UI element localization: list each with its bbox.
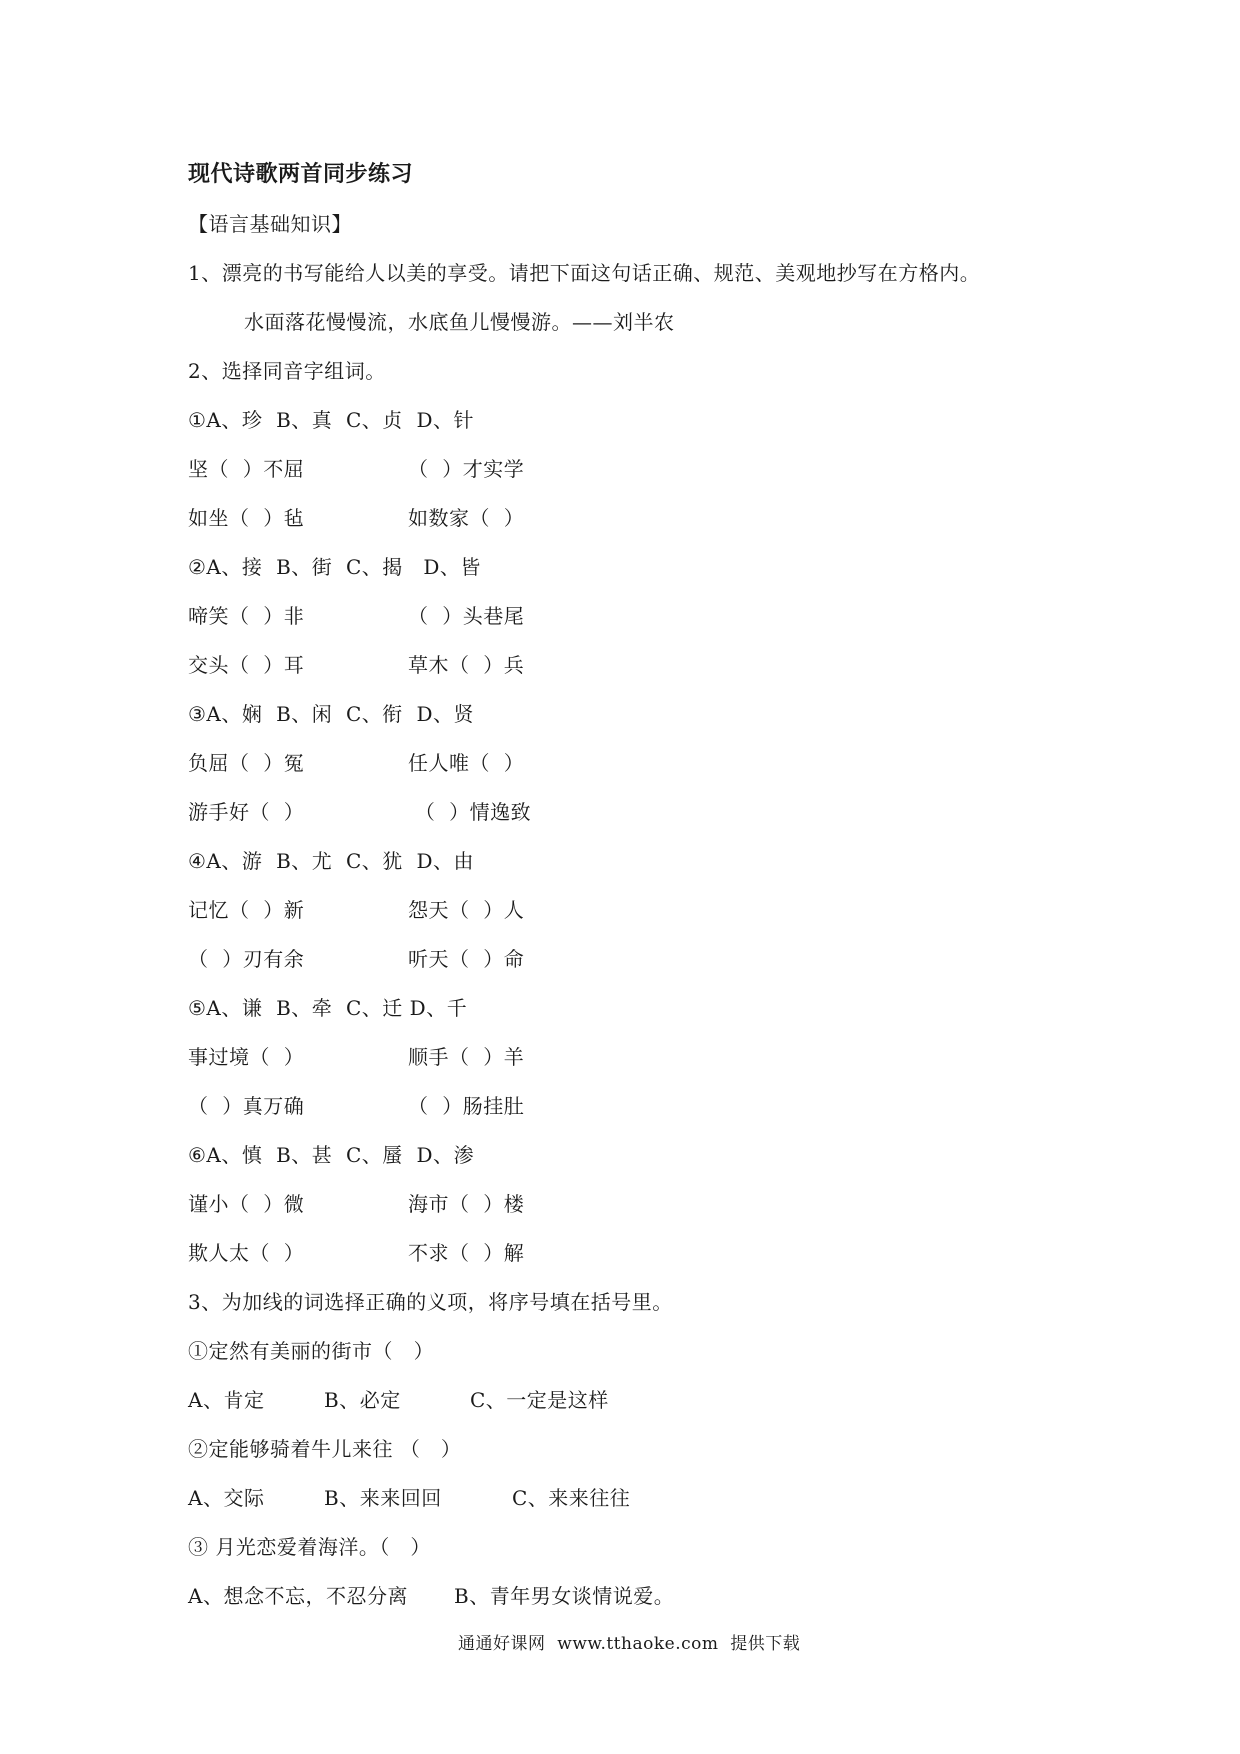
option-line: ④A、游 B、尤 C、犹 D、由: [188, 849, 475, 873]
blank-item: 听天（ ）命: [408, 947, 525, 971]
page-footer: 通通好课网 www.tthaoke.com 提供下载: [458, 1634, 801, 1654]
choice-c: C、一定是这样: [470, 1388, 609, 1412]
option-line: ③A、娴 B、闲 C、衔 D、贤: [188, 702, 475, 726]
option-line: ①A、珍 B、真 C、贞 D、针: [188, 408, 475, 432]
blank-item: 交头（ ）耳: [188, 653, 305, 677]
blank-item: （ ）真万确: [188, 1094, 305, 1118]
section-heading: 【语言基础知识】: [188, 212, 352, 236]
blank-item: 如数家（ ）: [408, 506, 525, 530]
blank-item: 如坐（ ）毡: [188, 506, 305, 530]
page-title: 现代诗歌两首同步练习: [188, 161, 414, 187]
blank-item: （ ）刃有余: [188, 947, 305, 971]
blank-item: 顺手（ ）羊: [408, 1045, 525, 1069]
blank-item: （ ）才实学: [408, 457, 525, 481]
blank-item: 游手好（ ）: [188, 800, 305, 824]
option-line: ②A、接 B、街 C、揭 D、皆: [188, 555, 481, 579]
question-3-item-1: ①定然有美丽的街市（ ）: [188, 1339, 435, 1363]
option-line: ⑥A、慎 B、甚 C、蜃 D、渗: [188, 1143, 475, 1167]
choice-c: C、来来往往: [512, 1486, 631, 1510]
question-3: 3、为加线的词选择正确的义项，将序号填在括号里。: [188, 1290, 673, 1314]
blank-item: 欺人太（ ）: [188, 1241, 305, 1265]
blank-item: 坚（ ）不屈: [188, 457, 305, 481]
choice-b: B、来来回回: [324, 1486, 442, 1510]
blank-item: 记忆（ ）新: [188, 898, 305, 922]
choice-b: B、必定: [324, 1388, 401, 1412]
question-3-item-3: ③ 月光恋爱着海洋。（ ）: [188, 1535, 431, 1559]
blank-item: 怨天（ ）人: [408, 898, 525, 922]
question-1-quote: 水面落花慢慢流，水底鱼儿慢慢游。——刘半农: [244, 310, 675, 334]
blank-item: 事过境（ ）: [188, 1045, 305, 1069]
option-line: ⑤A、谦 B、牵 C、迁 D、千: [188, 996, 468, 1020]
blank-item: 任人唯（ ）: [408, 751, 525, 775]
choice-a: A、交际: [188, 1486, 265, 1510]
choice-b: B、青年男女谈情说爱。: [454, 1584, 675, 1608]
choice-a: A、想念不忘，不忍分离: [188, 1584, 408, 1608]
blank-item: 草木（ ）兵: [408, 653, 525, 677]
blank-item: （ ）头巷尾: [408, 604, 525, 628]
question-3-item-2: ②定能够骑着牛儿来往 （ ）: [188, 1437, 462, 1461]
question-2: 2、选择同音字组词。: [188, 359, 386, 383]
blank-item: 谨小（ ）微: [188, 1192, 305, 1216]
blank-item: 负屈（ ）冤: [188, 751, 305, 775]
blank-item: 啼笑（ ）非: [188, 604, 305, 628]
blank-item: 不求（ ）解: [408, 1241, 525, 1265]
choice-a: A、肯定: [188, 1388, 265, 1412]
blank-item: 海市（ ）楼: [408, 1192, 525, 1216]
question-1: 1、漂亮的书写能给人以美的享受。请把下面这句话正确、规范、美观地抄写在方格内。: [188, 261, 981, 285]
blank-item: （ ）肠挂肚: [408, 1094, 525, 1118]
blank-item: （ ）情逸致: [408, 800, 532, 824]
